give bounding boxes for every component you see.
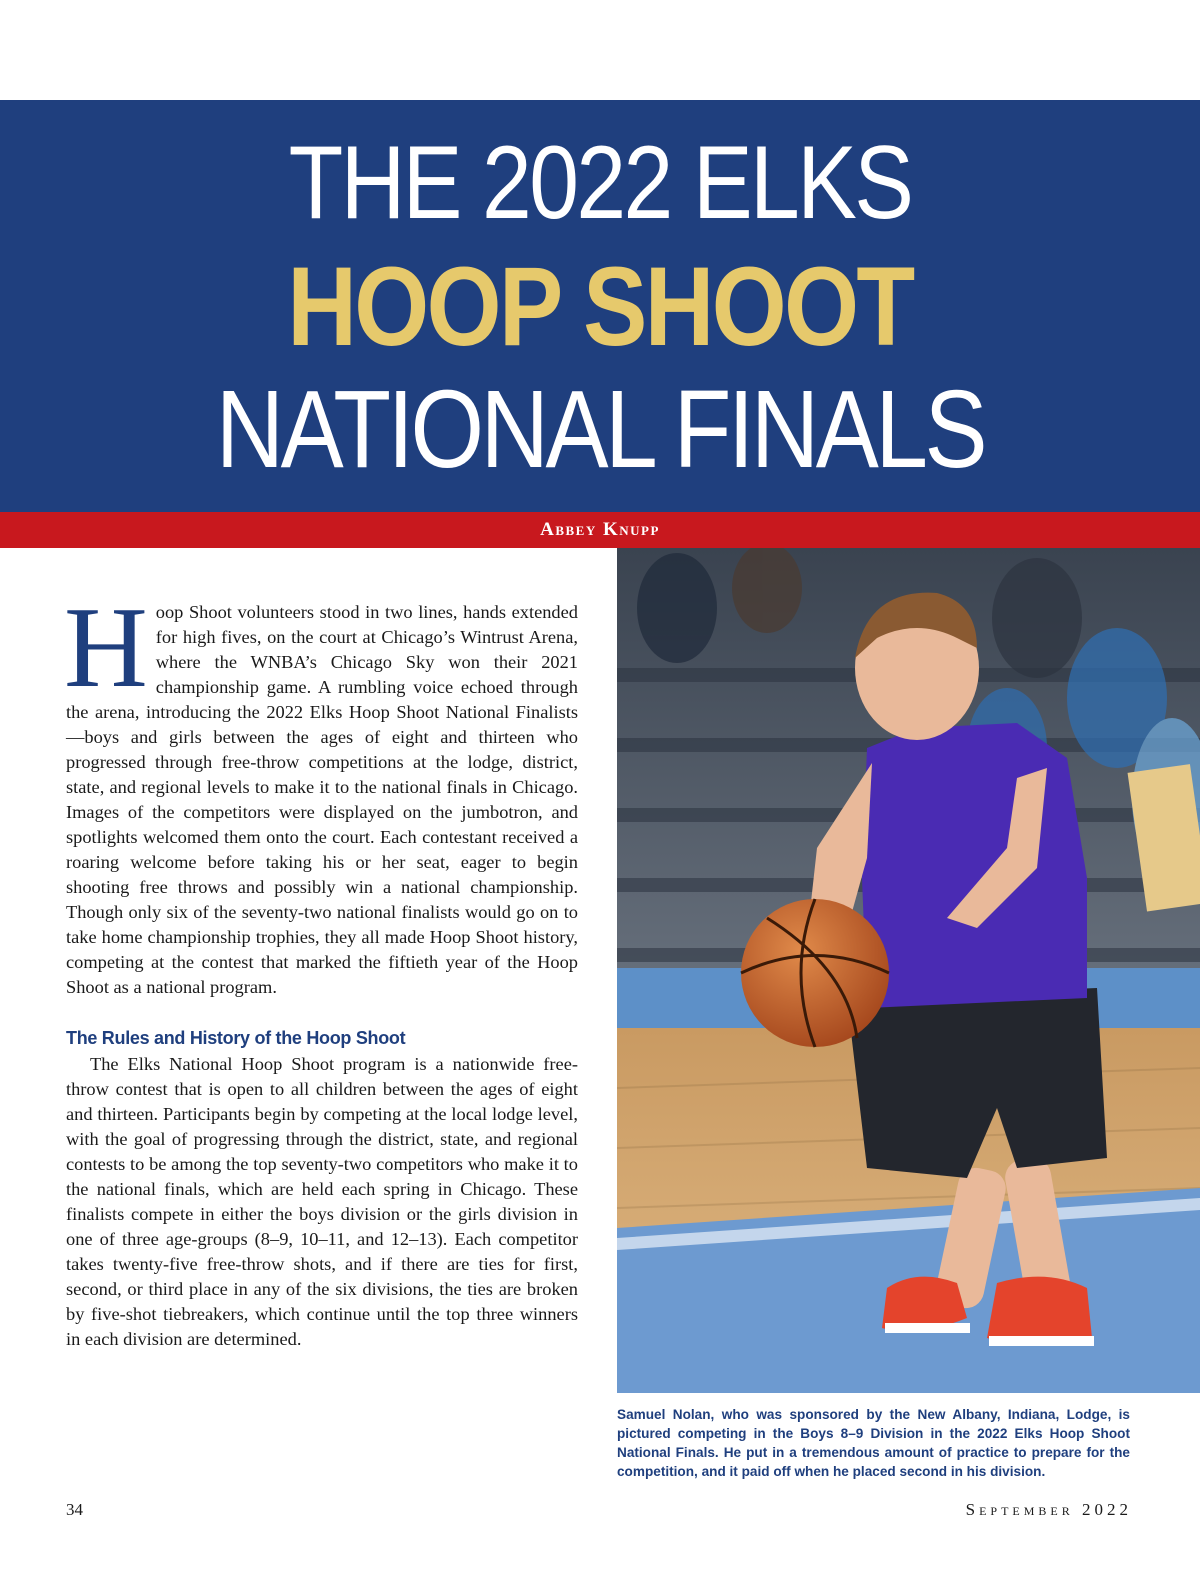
drop-cap: H — [64, 584, 148, 712]
byline-bar — [0, 512, 1200, 548]
player-photo-illustration — [617, 548, 1200, 1393]
title-line-1: THE 2022 ELKS — [288, 125, 912, 241]
article-column — [64, 584, 578, 1352]
issue-date: September 2022 — [965, 1500, 1132, 1519]
section-heading: The Rules and History of the Hoop Shoot — [66, 1028, 406, 1048]
title-line-3: NATIONAL FINALS — [215, 368, 985, 491]
section-paragraph: The Elks National Hoop Shoot program is a nationwide free-throw contest that is open to all children between the ages of eight and thirteen. Participants begin by competing at the local lodge level, with the goal of progressing through the district, state, and regional contests to be among the top seventy-two competitors who make it to the national finals, which are held each spring in Chicago. These finalists compete in either the boys division or the girls division in one of three age-groups (8–9, 10–11, and 12–13). Each competitor takes twenty-five free-throw shots, and if there are ties for first, second, or third place in any of the six divisions, the ties are broken by five-shot tiebreakers, which continue until the top three winners in each division are determined. — [66, 1054, 578, 1349]
title-line-2: HOOP SHOOT — [287, 244, 913, 369]
intro-text: oop Shoot volunteers stood in two lines, hands extended for high fives, on the court at Chicago’s Wintrust Arena, where the WNBA’s Chicago Sky won their 2021 championship game. A rumbling voice echoed through the arena, introducing the 2022 Elks Hoop Shoot National Finalists—boys and girls between the ages of eight and thirteen who progressed through free-throw competitions at the lodge, district, state, and regional levels to make it to the national finals in Chicago. Images of the competitors were displayed on the jumbotron, and spotlights welcomed them onto the court. Each contestant received a roaring welcome before taking his or her seat, eager to begin shooting free throws and possibly win a national championship. Though only six of the seventy-two national finalists would go on to take home championship trophies, they all made Hoop Shoot history, competing at the contest that marked the fiftieth year of the Hoop Shoot as a national program. — [66, 602, 578, 997]
photo-caption: Samuel Nolan, who was sponsored by the New Albany, Indiana, Lodge, is pictured competing in the Boys 8–9 Division in the 2022 Elks Hoop Shoot National Finals. He put in a tremendous amount of practice to prepare for the competition, and it paid off when he placed second in his division. — [617, 1407, 1130, 1479]
author-byline: Abbey Knupp — [540, 519, 660, 540]
page-number: 34 — [66, 1500, 83, 1519]
article-photo — [617, 548, 1200, 1393]
title-banner — [0, 100, 1200, 512]
intro-paragraph — [64, 584, 578, 1000]
